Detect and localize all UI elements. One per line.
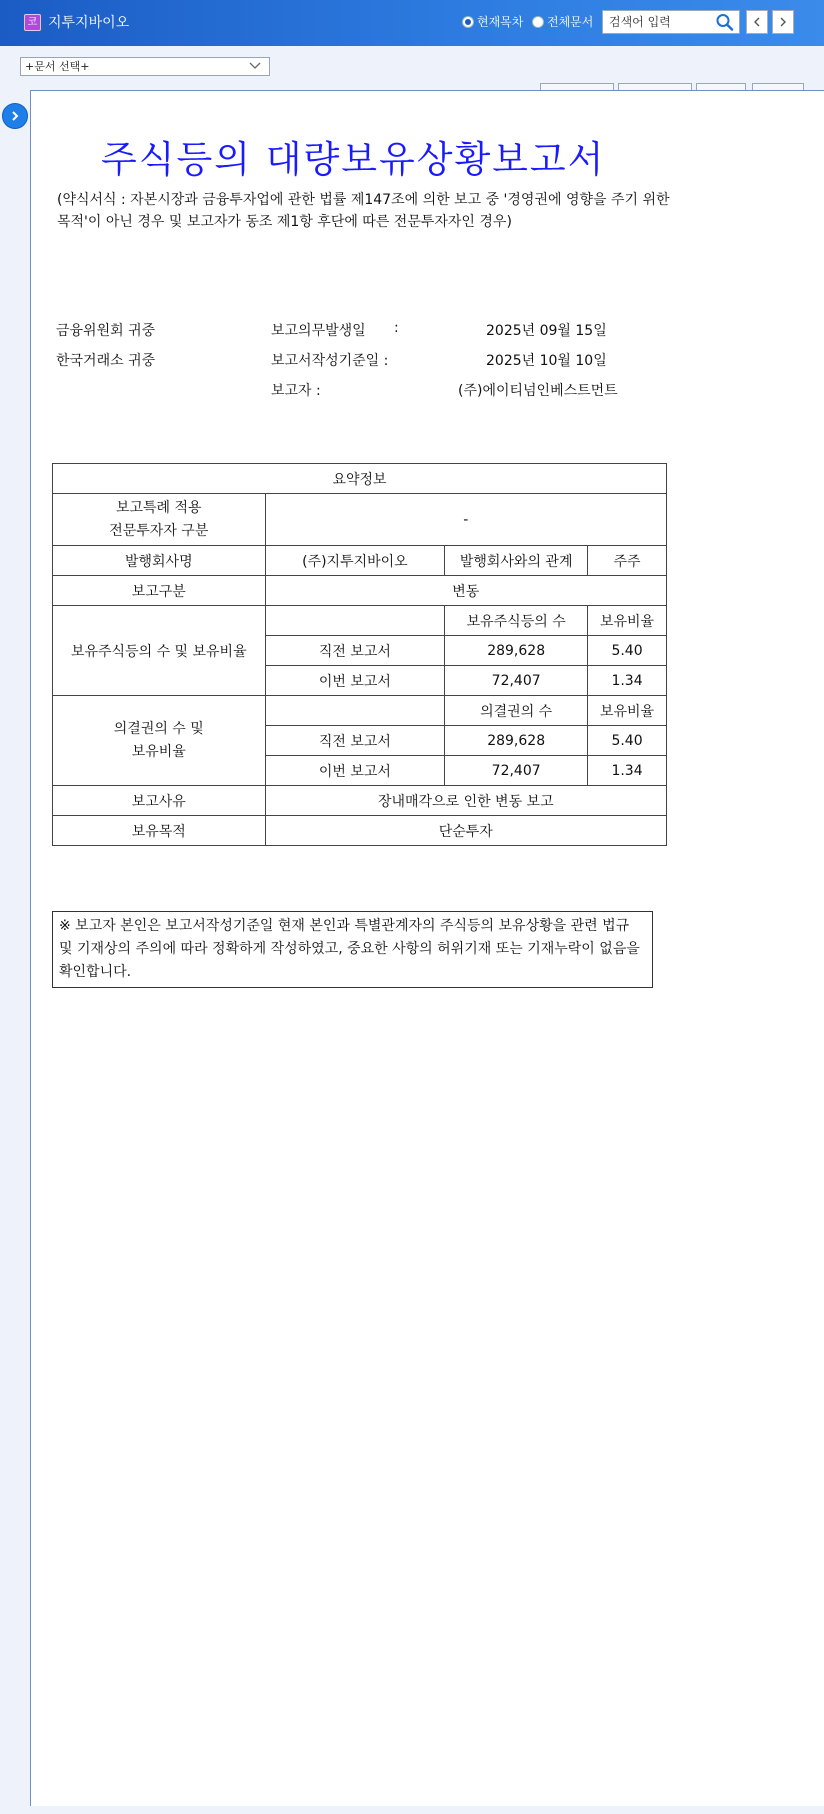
- votes-label-line2: 보유비율: [131, 743, 186, 760]
- radio-button-icon[interactable]: [532, 16, 544, 28]
- table-row: [53, 464, 667, 494]
- table-row: [53, 696, 667, 726]
- relation-value: 주주: [588, 546, 667, 576]
- shares-label: 보유주식등의 수 및 보유비율: [53, 606, 266, 696]
- table-row: [53, 546, 667, 576]
- issuer-value: (주)지투지바이오: [265, 546, 445, 576]
- chevron-down-icon: [249, 61, 261, 71]
- shares-curr-count: 72,407: [445, 666, 588, 696]
- relation-label: 발행회사와의 관계: [445, 546, 588, 576]
- votes-prev-label: 직전 보고서: [265, 726, 445, 756]
- radio-all-label: 전체문서: [547, 15, 594, 29]
- shares-prev-label: 직전 보고서: [265, 636, 445, 666]
- votes-curr-label: 이번 보고서: [265, 756, 445, 786]
- document-title: 주식등의 대량보유상황보고서: [101, 138, 606, 181]
- radio-button-icon[interactable]: [462, 16, 474, 28]
- special-label: [53, 494, 266, 546]
- votes-prev-count: 289,628: [445, 726, 588, 756]
- table-row: [53, 816, 667, 846]
- empty-cell: [265, 696, 445, 726]
- confirmation-notice: ※ 보고자 본인은 보고서작성기준일 현재 본인과 특별관계자의 주식등의 보유상황을 관련 법규 및 기재상의 주의에 따라 정확하게 작성하였고, 중요한 사항의 허위기재 또는 기재누락이 없음을 확인합니다.: [52, 911, 653, 988]
- purpose-value: 단순투자: [265, 816, 666, 846]
- reason-value: 장내매각으로 인한 변동 보고: [265, 786, 666, 816]
- document-select[interactable]: [20, 57, 270, 76]
- reason-label: 보고사유: [53, 786, 266, 816]
- top-header: [0, 0, 824, 46]
- base-date-value: 2025년 10월 10일: [486, 353, 607, 369]
- radio-current-toc[interactable]: [462, 13, 523, 30]
- company-title: 지투지바이오: [48, 15, 130, 31]
- chevron-right-icon: [778, 16, 788, 28]
- votes-col-ratio: 보유비율: [588, 696, 667, 726]
- shares-prev-ratio: 5.40: [588, 636, 667, 666]
- search-placeholder: 검색어 입력: [609, 15, 671, 29]
- reporter-value: (주)에이티넘인베스트먼트: [458, 383, 618, 399]
- votes-curr-ratio: 1.34: [588, 756, 667, 786]
- shares-curr-label: 이번 보고서: [265, 666, 445, 696]
- chevron-right-icon: [9, 110, 21, 122]
- table-row: [53, 786, 667, 816]
- document-select-value: +문서 선택+: [25, 60, 90, 73]
- search-input[interactable]: [602, 10, 740, 34]
- recipient-krx: 한국거래소 귀중: [56, 353, 156, 369]
- special-label-line1: 보고특례 적용: [115, 499, 202, 516]
- radio-current-label: 현재목차: [477, 15, 524, 29]
- purpose-label: 보유목적: [53, 816, 266, 846]
- chevron-left-icon: [752, 16, 762, 28]
- shares-col-ratio: 보유비율: [588, 606, 667, 636]
- report-type-value: 변동: [265, 576, 666, 606]
- shares-col-count: 보유주식등의 수: [445, 606, 588, 636]
- votes-prev-ratio: 5.40: [588, 726, 667, 756]
- next-result-button[interactable]: [772, 10, 794, 34]
- special-value: -: [265, 494, 666, 546]
- table-row: [53, 494, 667, 546]
- empty-cell: [265, 606, 445, 636]
- obligation-date-colon: :: [394, 320, 399, 336]
- recipient-fsc: 금융위원회 귀중: [56, 323, 156, 339]
- summary-title: 요약정보: [53, 464, 667, 494]
- votes-col-count: 의결권의 수: [445, 696, 588, 726]
- shares-prev-count: 289,628: [445, 636, 588, 666]
- shares-curr-ratio: 1.34: [588, 666, 667, 696]
- report-type-label: 보고구분: [53, 576, 266, 606]
- votes-label-line1: 의결권의 수 및: [113, 720, 204, 737]
- issuer-label: 발행회사명: [53, 546, 266, 576]
- prev-result-button[interactable]: [746, 10, 768, 34]
- votes-curr-count: 72,407: [445, 756, 588, 786]
- obligation-date-value: 2025년 09월 15일: [486, 323, 607, 339]
- base-date-label: 보고서작성기준일 :: [271, 353, 389, 369]
- summary-table: [52, 463, 667, 846]
- reporter-label: 보고자 :: [271, 383, 321, 399]
- sidebar-toggle-button[interactable]: [2, 103, 28, 129]
- search-icon[interactable]: [715, 13, 735, 31]
- radio-all-documents[interactable]: [532, 13, 593, 30]
- document-viewer: [30, 90, 824, 1806]
- votes-label: [53, 696, 266, 786]
- company-logo-icon: 코: [24, 14, 41, 31]
- special-label-line2: 전문투자자 구분: [109, 522, 209, 539]
- obligation-date-label: 보고의무발생일: [271, 323, 366, 339]
- table-row: [53, 606, 667, 636]
- table-row: [53, 576, 667, 606]
- document-subtitle: (약식서식 : 자본시장과 금융투자업에 관한 법률 제147조에 의한 보고 중 '경영권에 영향을 주기 위한 목적'이 아닌 경우 및 보고자가 동조 제1항 후단에 따른 전문투자자인 경우): [57, 192, 670, 230]
